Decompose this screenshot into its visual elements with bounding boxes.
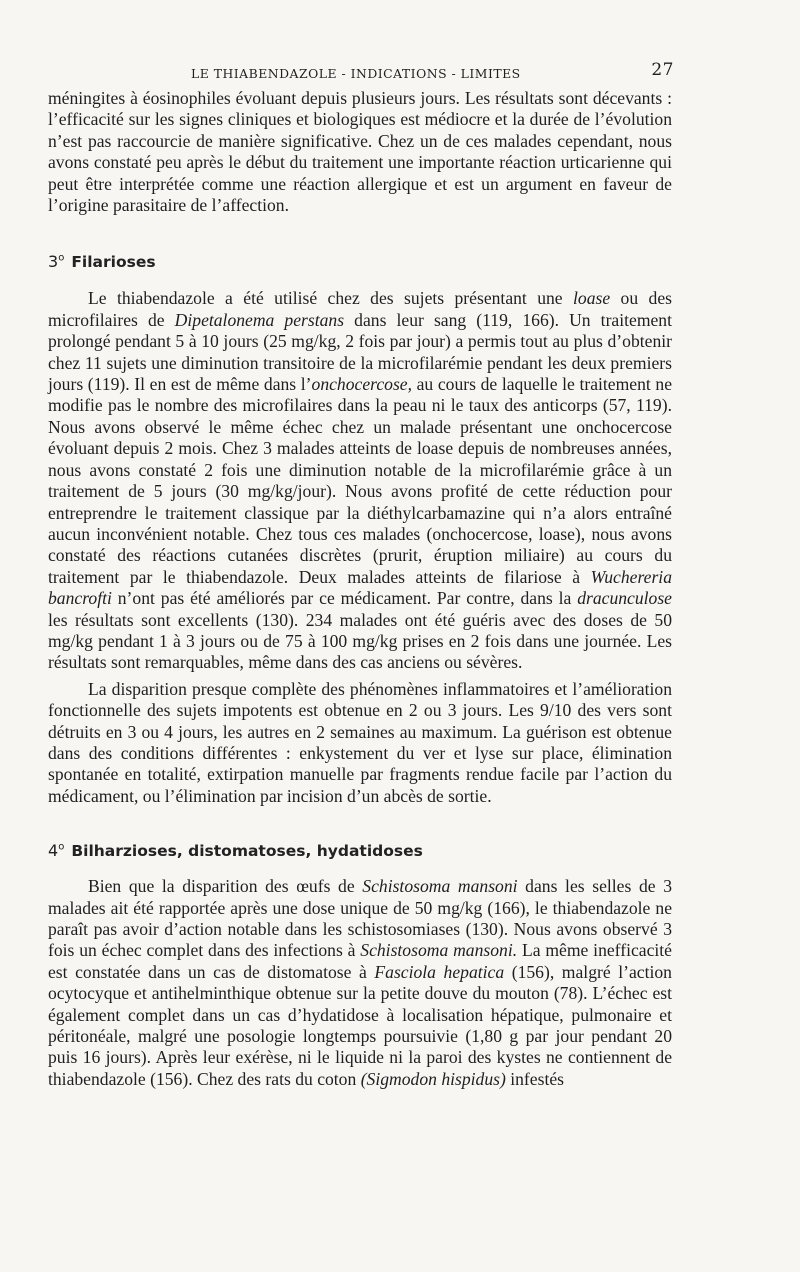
section-3-paragraph-2: La disparition presque complète des phénomènes inflammatoires et l’amélioration fonctionnelle des sujets impotents est obtenue en 2 ou 3 jours. Les 9/10 des vers sont détruits en 3 ou 4 jours, les autres en 2 semaines au maximum. La guérison est obtenue dans des conditions différentes : enkystement du ver et lyse sur place, élimination spontanée en totalité, extirpation manuelle par fragments rendue facile par l’action du médicament, ou l’élimination par incision d’un abcès de sortie. [48,678,672,806]
running-header [48,62,672,88]
running-title: LE THIABENDAZOLE - INDICATIONS - LIMITES [191,66,521,81]
section-4-heading [48,841,672,860]
intro-paragraph: méningites à éosinophiles évoluant depuis plusieurs jours. Les résultats sont décevants : l’efficacité sur les signes cliniques et biologiques est médiocre et la durée de l’évolution n’est pas raccourcie de manière significative. Chez un de ces malades cependant, nous avons constaté peu après le début du traitement une importante réaction urticarienne qui peut être interprétée comme une réaction allergique et est un argument en faveur de l’origine parasitaire de l’affection. [48,88,672,216]
section-3-heading [48,252,672,271]
document-page [48,62,672,1090]
section-3-title: Filarioses [71,253,156,272]
section-4-title: Bilharzioses, distomatoses, hydatidoses [71,842,423,861]
section-4-number: 4$^o$ [48,841,65,861]
page-number: 27 [651,60,674,80]
section-3-number: 3$^o$ [48,252,65,272]
section-4-paragraph-1: Bien que la disparition des œufs de Schistosoma mansoni dans les selles de 3 malades ait été rapportée après une dose unique de 50 mg/kg (166), le thiabendazole ne paraît pas avoir d’action notable dans les schistosomiases (130). Nous avons observé 3 fois un échec complet dans des infections à Schistosoma mansoni. La même inefficacité est constatée dans un cas de distomatose à Fasciola hepatica (156), malgré l’action ocytocyque et antihelminthique obtenue sur la petite douve du mouton (78). L’échec est également complet dans un cas d’hydatidose à localisation hépatique, pulmonaire et péritonéale, malgré une posologie longtemps poursuivie (1,80 g par jour pendant 20 puis 16 jours). Après leur exérèse, ni le liquide ni la paroi des kystes ne contiennent de thiabendazole (156). Chez des rats du coton (Sigmodon hispidus) infestés [48,876,672,1089]
section-3-paragraph-1: Le thiabendazole a été utilisé chez des sujets présentant une loase ou des microfilaires de Dipetalonema perstans dans leur sang (119, 166). Un traitement prolongé pendant 5 à 10 jours (25 mg/kg, 2 fois par jour) a permis tout au plus d’obtenir chez 11 sujets une diminution transitoire de la microfilarémie pendant les deux premiers jours (119). Il en est de même dans l’onchocercose, au cours de laquelle le traitement ne modifie pas le nombre des microfilaires dans la peau ni le taux des anticorps (57, 119). Nous avons observé le même échec chez un malade présentant une onchocercose évoluant depuis 2 mois. Chez 3 malades atteints de loase depuis de nombreuses années, nous avons constaté 2 fois une diminution notable de la microfilarémie grâce à un traitement de 5 jours (30 mg/kg/jour). Nous avons profité de cette réduction pour entreprendre le traitement classique par la diéthylcarbamazine qui n’a alors entraîné aucun inconvénient notable. Chez tous ces malades (onchocercose, loase), nous avons constaté des réactions cutanées discrètes (prurit, éruption miliaire) au cours du traitement par le thiabendazole. Deux malades atteints de filariose à Wuchereria bancrofti n’ont pas été améliorés par ce médicament. Par contre, dans la dracunculose les résultats sont excellents (130). 234 malades ont été guéris avec des doses de 50 mg/kg pendant 1 à 3 jours ou de 75 à 100 mg/kg prises en 2 fois dans une journée. Les résultats sont remarquables, même dans des cas anciens ou sévères. [48,288,672,673]
